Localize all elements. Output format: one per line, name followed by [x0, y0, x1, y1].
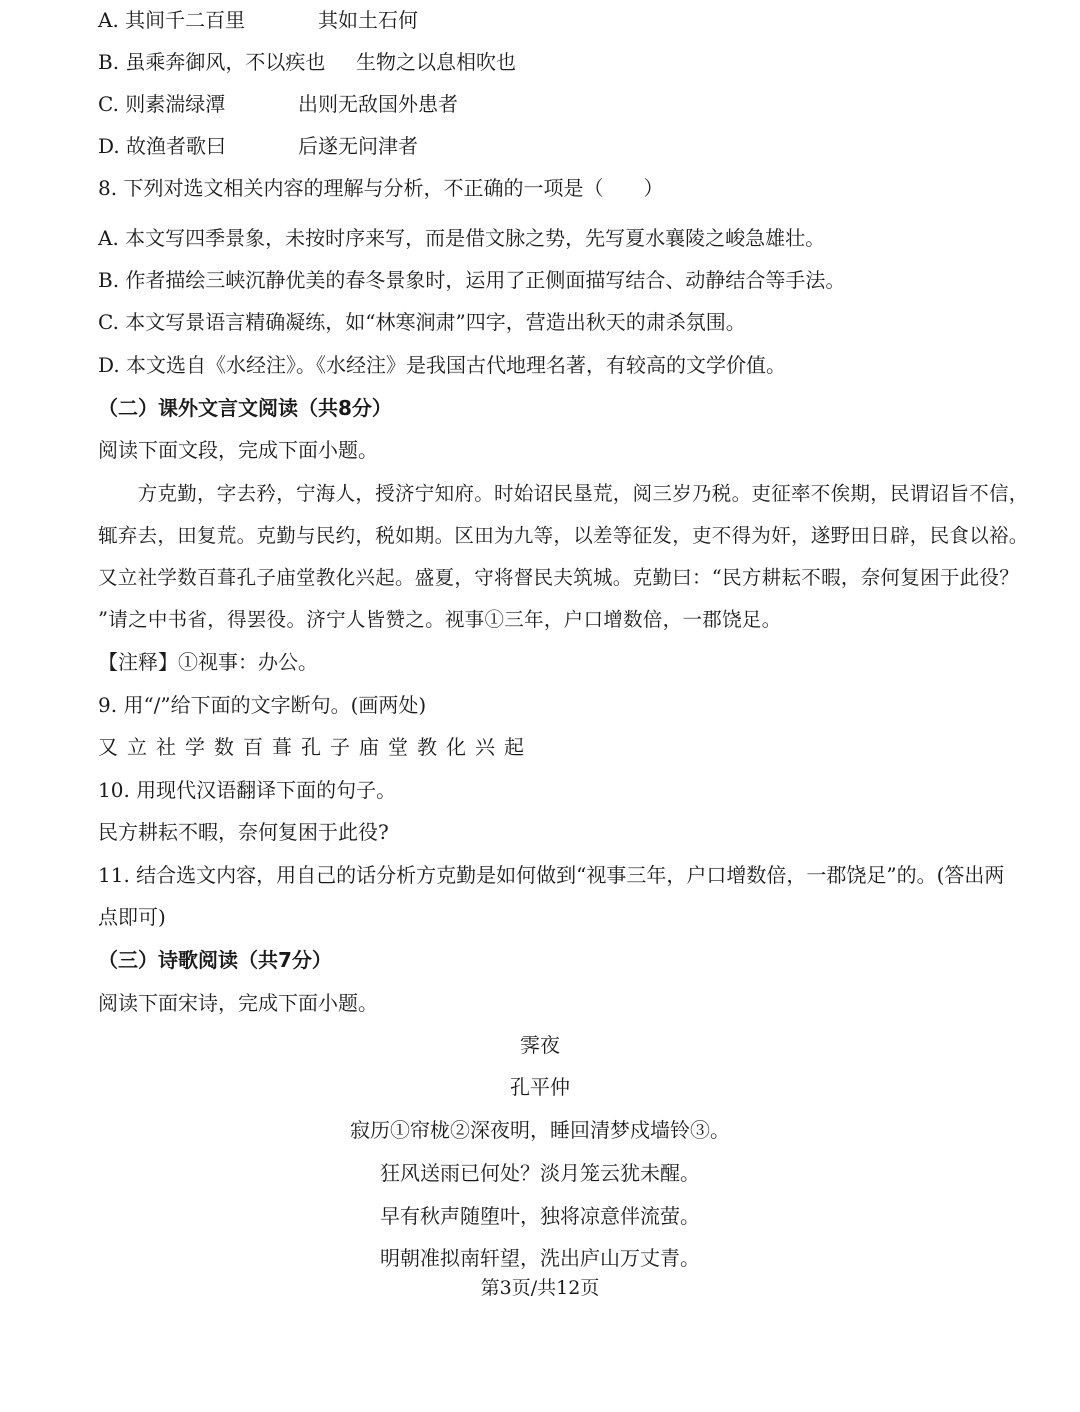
q9-stem: 9. 用“/”给下面的文字断句。(画两处) — [98, 693, 427, 717]
annotation-note: 【注释】①视事：办公。 — [98, 650, 318, 674]
section3-instruction: 阅读下面宋诗，完成下面小题。 — [98, 991, 378, 1015]
q11-stem-line2: 点即可) — [98, 905, 166, 929]
passage-line-2: 辄弃去，田复荒。克勤与民约，税如期。区田为九等，以差等征发，吏不得为奸，遂野田日辟，民食以裕。 — [98, 524, 1029, 547]
poem-title: 霁夜 — [520, 1033, 560, 1057]
q7-option-b — [98, 48, 1000, 76]
q7-option-a-right: 其如土石何 — [318, 8, 418, 32]
section2-heading: （二）课外文言文阅读（共8分） — [98, 396, 392, 420]
passage-line-1: 方克勤，字去矜，宁海人，授济宁知府。时始诏民垦荒，阅三岁乃税。吏征率不俟期，民谓诏旨不信， — [98, 482, 1029, 505]
poem-line-1: 寂历①帘栊②深夜明，睡回清梦戍墙铃③。 — [350, 1118, 730, 1142]
q7-option-a-left: A. 其间千二百里 — [98, 8, 246, 32]
q8-stem: 8. 下列对选文相关内容的理解与分析，不正确的一项是（ ） — [98, 176, 664, 200]
q8-option-a: A. 本文写四季景象，未按时序来写，而是借文脉之势，先写夏水襄陵之峻急雄壮。 — [98, 226, 826, 250]
q11-stem-line1: 11. 结合选文内容，用自己的话分析方克勤是如何做到“视事三年，户口增数倍，一郡饶足”的。(答出两 — [98, 863, 1005, 887]
section2-instruction: 阅读下面文段，完成下面小题。 — [98, 438, 378, 462]
q8-option-d: D. 本文选自《水经注》。《水经注》是我国古代地理名著，有较高的文学价值。 — [98, 353, 787, 377]
q7-option-b-left: B. 虽乘奔御风，不以疾也 — [98, 50, 326, 74]
q7-option-d — [98, 132, 1000, 160]
page-footer: 第3页/共12页 — [480, 1277, 600, 1299]
poem-line-4: 明朝准拟南轩望，洗出庐山万丈青。 — [380, 1246, 700, 1270]
poem-author: 孔平仲 — [510, 1075, 570, 1099]
q8-option-c: C. 本文写景语言精确凝练，如“林寒涧肃”四字，营造出秋天的肃杀氛围。 — [98, 310, 746, 334]
q7-option-d-right: 后遂无问津者 — [298, 134, 418, 158]
section3-heading: （三）诗歌阅读（共7分） — [98, 948, 332, 972]
q7-option-a — [98, 6, 1000, 34]
poem-line-3: 早有秋声随堕叶，独将凉意伴流萤。 — [380, 1204, 700, 1228]
q7-option-c — [98, 90, 1000, 118]
poem-line-2: 狂风送雨已何处？淡月笼云犹未醒。 — [380, 1161, 700, 1185]
q8-option-b: B. 作者描绘三峡沉静优美的春冬景象时，运用了正侧面描写结合、动静结合等手法。 — [98, 268, 846, 292]
q7-option-c-left: C. 则素湍绿潭 — [98, 92, 226, 116]
passage-line-3: 又立社学数百葺孔子庙堂教化兴起。盛夏，守将督民夫筑城。克勤曰：“民方耕耘不暇，奈何复困于此役？ — [98, 566, 1020, 589]
q9-text: 又立社学数百葺孔子庙堂教化兴起 — [98, 735, 533, 759]
q7-option-b-right: 生物之以息相吹也 — [356, 50, 516, 74]
q10-stem: 10. 用现代汉语翻译下面的句子。 — [98, 778, 397, 802]
passage-line-4: ”请之中书省，得罢役。济宁人皆赞之。视事①三年，户口增数倍，一郡饶足。 — [98, 608, 782, 631]
q7-option-d-left: D. 故渔者歌曰 — [98, 134, 227, 158]
q7-option-c-right: 出则无敌国外患者 — [298, 92, 458, 116]
q10-text: 民方耕耘不暇，奈何复困于此役? — [98, 820, 389, 844]
